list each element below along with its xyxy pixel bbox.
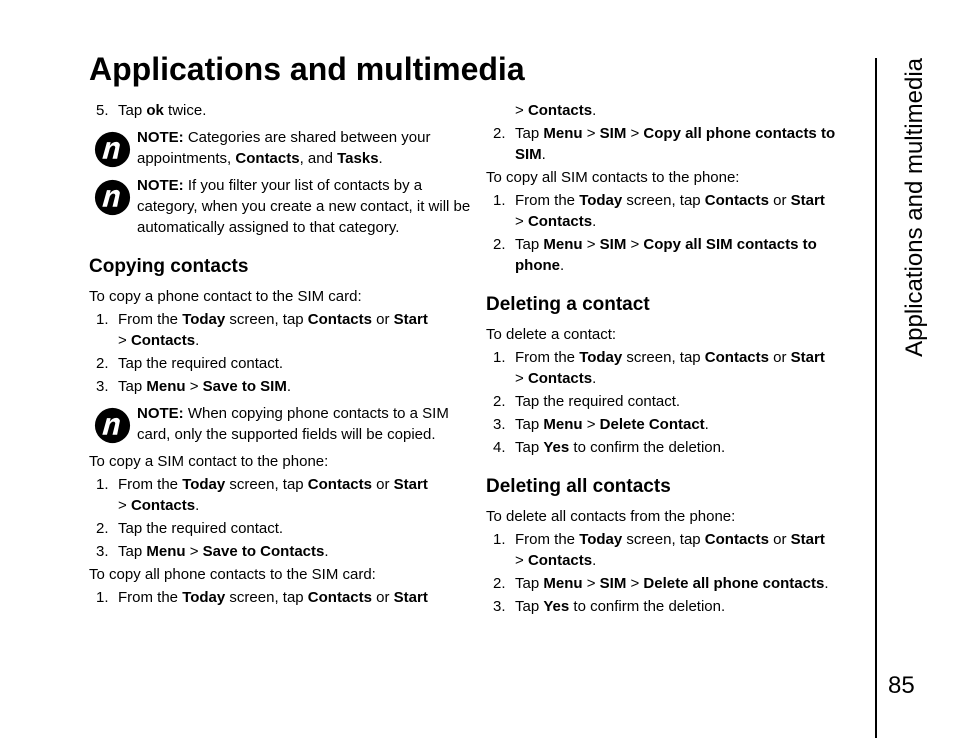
step-text: . [286,378,292,395]
step-text: . [592,552,597,569]
step-bold: Copy all SIM contacts to phone [515,236,817,274]
note-box [89,403,474,445]
list-item [486,347,866,389]
step-bold: Start [393,589,428,606]
step-text: Tap [515,439,544,456]
step-number: 2. [96,520,109,537]
step-text: > [515,213,528,230]
note-box [89,127,474,169]
list-item [486,190,866,232]
step-text: From the [515,192,580,209]
step-text: or [768,192,791,209]
step-bold: Save to SIM [202,378,287,395]
note-bold: Contacts [235,150,300,167]
step-text: > [626,125,644,142]
step-text: > [185,543,203,560]
step-text: Tap the required contact. [118,355,284,372]
note-text: , and [299,150,338,167]
step-text: > [582,575,600,592]
note-label: NOTE: [137,177,184,194]
step-text: or [371,311,394,328]
step-text: Tap [515,125,544,142]
side-chapter-title [900,58,930,378]
step-text: to confirm the deletion. [569,439,726,456]
step-bold: Contacts [130,497,196,514]
step-text: . [704,416,709,433]
step-bold: SIM [599,236,627,253]
step-text: From the [515,349,580,366]
step-bold: Contacts [527,213,593,230]
step-bold: Contacts [307,311,372,328]
step-text: From the [118,311,183,328]
note-label: NOTE: [137,129,184,146]
step-bold: Contacts [130,332,196,349]
list-item [486,437,866,458]
step-text: Tap [515,575,544,592]
step-text: . [592,102,597,119]
list-item [486,573,866,594]
step-text: . [195,332,200,349]
step-bold: Start [393,311,428,328]
list-item [89,541,474,562]
step-bold: Menu [543,236,583,253]
page-number: 85 [888,672,915,699]
list-item [89,100,474,121]
step-number: 1. [96,311,109,328]
note-text: When copying phone contacts to a SIM card, only the supported fields will be copied. [137,405,449,443]
step-bold: Save to Contacts [202,543,325,560]
step-text: Tap [515,416,544,433]
paragraph: To copy all SIM contacts to the phone: [486,169,740,186]
step-bold: Contacts [527,102,593,119]
step-number: 3. [493,416,506,433]
list-item [486,596,866,617]
step-text: . [592,213,597,230]
note-text: Categories are shared between your appointments, [137,129,431,167]
paragraph: To delete all contacts from the phone: [486,508,736,525]
step-text: > [582,125,600,142]
step-text: > [185,378,203,395]
step-bold: Today [182,476,226,493]
step-text: or [371,589,394,606]
step-text: . [592,370,597,387]
step-number: 2. [493,236,506,253]
step-text: Tap [118,543,147,560]
paragraph: To delete a contact: [486,326,617,343]
paragraph: To copy all phone contacts to the SIM card: [89,566,376,583]
section-heading: Copying contacts [89,256,249,277]
step-number: 1. [493,349,506,366]
step-number: 5. [96,102,109,119]
step-text: twice. [163,102,207,119]
step-text: > [626,236,644,253]
step-text: . [824,575,829,592]
step-text: or [768,349,791,366]
step-text: screen, tap [225,589,308,606]
list-item [89,353,474,374]
paragraph: To copy a SIM contact to the phone: [89,453,329,470]
list-item [486,123,866,165]
step-bold: ok [146,102,164,119]
step-text: screen, tap [622,192,705,209]
step-text: > [118,497,131,514]
step-bold: Menu [146,378,186,395]
step-bold: Menu [543,125,583,142]
step-text: . [195,497,200,514]
step-number: 1. [493,531,506,548]
step-number: 1. [493,192,506,209]
list-item [486,529,866,571]
step-bold: Start [790,192,825,209]
note-bold: Tasks [337,150,379,167]
list-item [89,587,474,608]
side-chapter-title-text: Applications and multimedia [901,58,928,357]
step-text: or [371,476,394,493]
note-text: If you filter your list of contacts by a category, when you create a new contact, it will be automatically assigned to that category. [137,177,471,236]
list-item [89,518,474,539]
step-number: 3. [493,598,506,615]
step-bold: Contacts [527,370,593,387]
note-text: . [378,150,383,167]
step-number: 4. [493,439,506,456]
paragraph: To copy a phone contact to the SIM card: [89,288,362,305]
step-bold: Menu [146,543,186,560]
step-bold: Start [790,531,825,548]
step-text: to confirm the deletion. [569,598,726,615]
step-bold: Menu [543,575,583,592]
right-column [486,100,866,619]
step-bold: Today [579,531,623,548]
step-text: . [324,543,329,560]
step-text: screen, tap [622,349,705,366]
step-bold: Start [790,349,825,366]
step-text: Tap [118,102,147,119]
step-text: screen, tap [225,476,308,493]
step-text: or [768,531,791,548]
step-text: From the [515,531,580,548]
step-text: screen, tap [622,531,705,548]
step-bold: Contacts [704,531,769,548]
step-text: . [541,146,546,163]
step-bold: Delete all phone contacts [643,575,825,592]
step-text: > [515,370,528,387]
list-item [89,309,474,351]
left-column [89,100,474,610]
step-text: Tap [515,598,544,615]
step-text: . [560,257,565,274]
step-number: 3. [96,543,109,560]
list-item [89,474,474,516]
step-number: 1. [96,589,109,606]
step-number: 2. [493,575,506,592]
step-number: 3. [96,378,109,395]
step-text: Tap [515,236,544,253]
note-icon [94,179,131,216]
step-text: > [626,575,644,592]
list-item-continuation [486,100,866,121]
note-icon [94,407,131,444]
list-item [486,391,866,412]
step-bold: Contacts [527,552,593,569]
section-heading: Deleting all contacts [486,476,671,497]
note-label: NOTE: [137,405,184,422]
step-bold: Today [182,311,226,328]
step-text: From the [118,476,183,493]
step-text: > [582,236,600,253]
list-item [89,376,474,397]
step-number: 2. [493,393,506,410]
step-bold: Contacts [704,349,769,366]
step-bold: SIM [599,575,627,592]
step-bold: Yes [543,439,570,456]
step-text: Tap the required contact. [515,393,681,410]
step-number: 2. [493,125,506,142]
step-number: 1. [96,476,109,493]
step-text: > [515,102,528,119]
step-bold: Contacts [307,589,372,606]
list-item [486,414,866,435]
step-bold: Today [182,589,226,606]
step-bold: Copy all phone contacts to SIM [515,125,836,163]
step-text: From the [118,589,183,606]
step-bold: SIM [599,125,627,142]
step-text: screen, tap [225,311,308,328]
list-item [486,234,866,276]
step-text: > [118,332,131,349]
section-heading: Deleting a contact [486,294,650,315]
step-bold: Contacts [704,192,769,209]
step-text: Tap [118,378,147,395]
step-text: > [515,552,528,569]
step-bold: Contacts [307,476,372,493]
step-number: 2. [96,355,109,372]
step-bold: Yes [543,598,570,615]
step-bold: Start [393,476,428,493]
side-divider [875,58,877,738]
step-text: > [582,416,600,433]
note-box [89,175,474,238]
note-icon [94,131,131,168]
page-title: Applications and multimedia [89,51,525,87]
step-bold: Today [579,349,623,366]
step-text: Tap the required contact. [118,520,284,537]
step-bold: Menu [543,416,583,433]
step-bold: Today [579,192,623,209]
step-bold: Delete Contact [599,416,705,433]
